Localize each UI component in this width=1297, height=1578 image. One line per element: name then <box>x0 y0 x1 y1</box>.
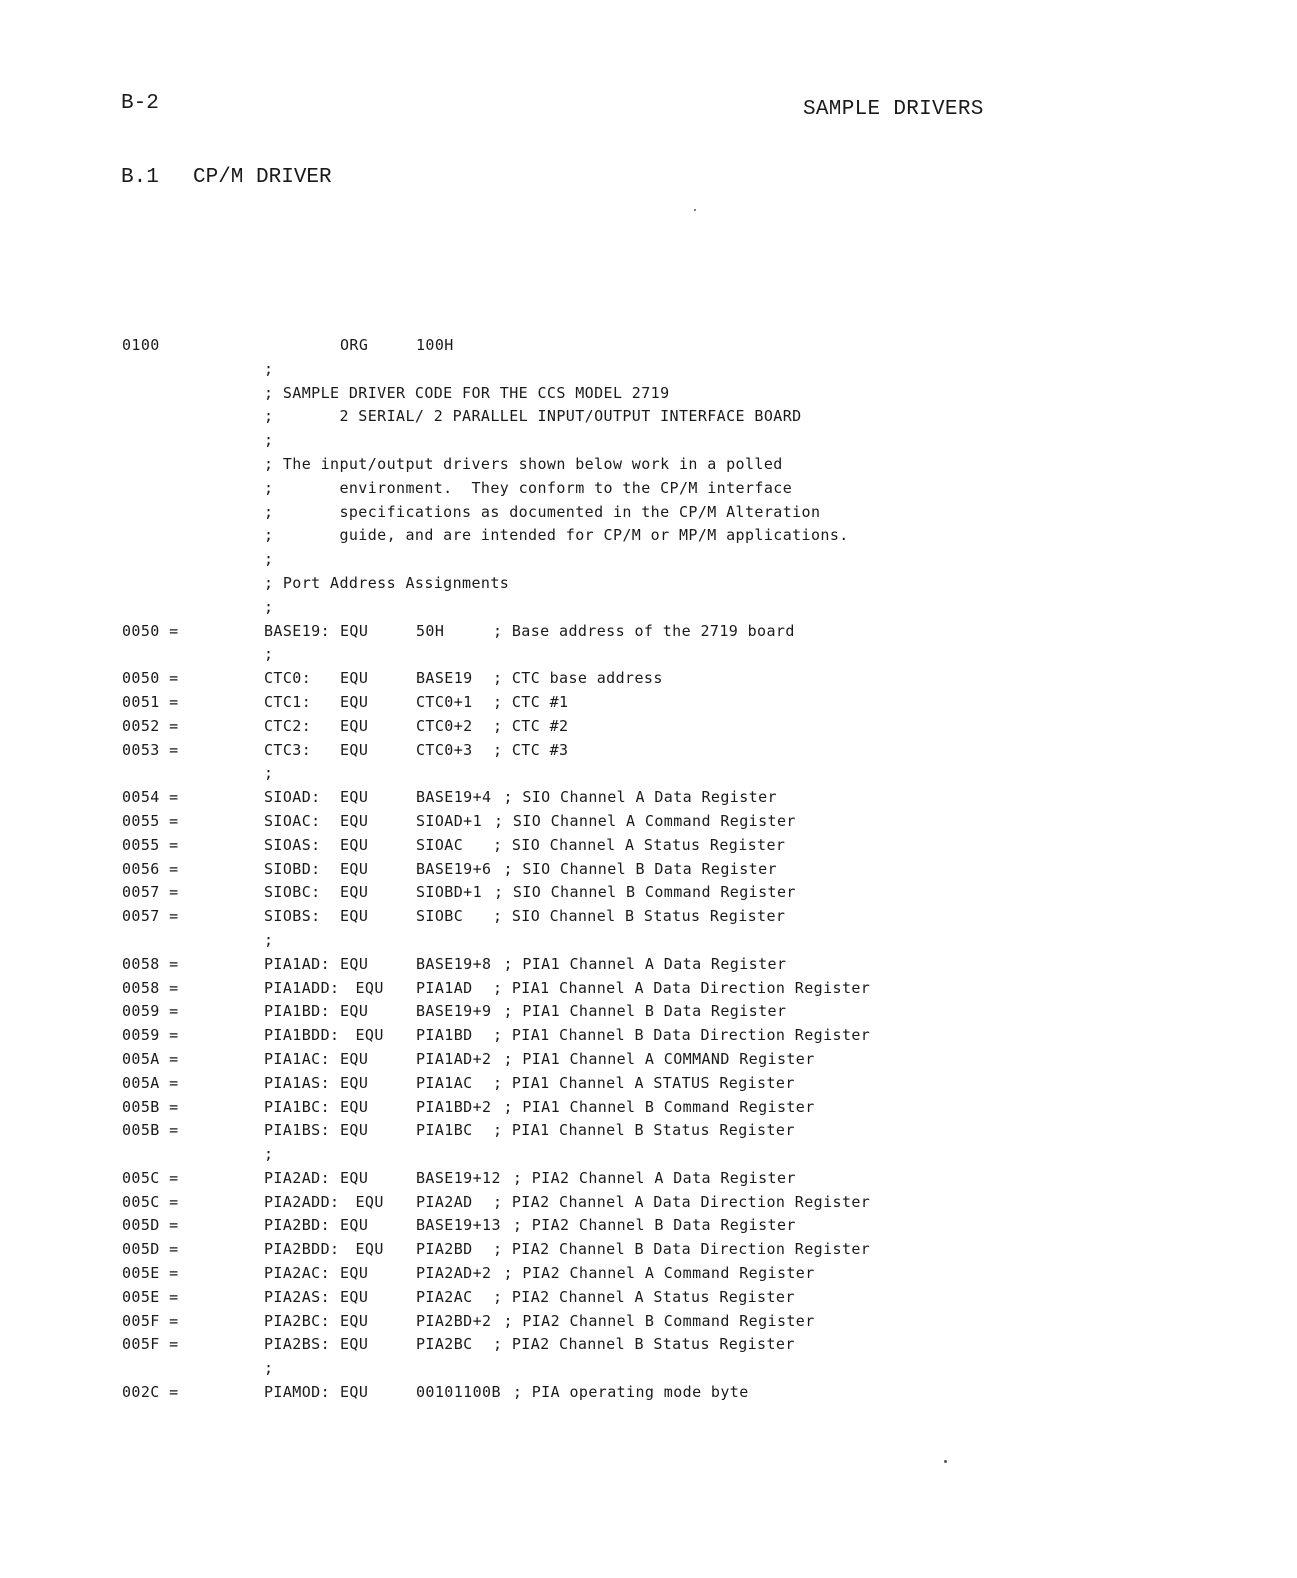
address: 005B = <box>122 1097 179 1116</box>
operand: PIA1AC <box>416 1073 473 1092</box>
section-number: B.1 <box>121 166 159 189</box>
opcode: EQU <box>340 835 369 854</box>
operand: CTC0+3 <box>416 740 473 759</box>
address: 005E = <box>122 1264 179 1283</box>
label: PIA2AD: <box>264 1168 331 1187</box>
listing-line <box>0 1214 1000 1238</box>
listing-line <box>0 334 1000 358</box>
operand: BASE19+4 <box>416 788 492 807</box>
operand: SIOBC <box>416 907 464 926</box>
operand: PIA1BC <box>416 1121 473 1140</box>
address: 0055 = <box>122 811 179 830</box>
listing-line <box>0 881 1000 905</box>
inline-comment: ; PIA operating mode byte <box>512 1383 749 1402</box>
operand: PIA1AD <box>416 978 473 997</box>
code-listing <box>0 334 1000 1405</box>
opcode: EQU <box>340 1264 369 1283</box>
inline-comment: ; PIA1 Channel A COMMAND Register <box>503 1049 815 1068</box>
address: 0059 = <box>122 1026 179 1045</box>
inline-comment: ; SIO Channel B Data Register <box>503 859 777 878</box>
label: PIA2ADD: <box>264 1192 340 1211</box>
listing-line <box>0 1000 1000 1024</box>
operand: BASE19+13 <box>416 1216 501 1235</box>
operand: PIA1BD <box>416 1026 473 1045</box>
listing-line <box>0 1333 1000 1357</box>
address: 002C = <box>122 1383 179 1402</box>
listing-line <box>0 382 1000 406</box>
label: CTC3: <box>264 740 312 759</box>
listing-line <box>0 1143 1000 1167</box>
comment-line: ; environment. They conform to the CP/M interface <box>264 478 793 497</box>
label: SIOAC: <box>264 811 321 830</box>
address: 0057 = <box>122 907 179 926</box>
running-header: SAMPLE DRIVERS <box>803 98 984 121</box>
label: PIA2BD: <box>264 1216 331 1235</box>
opcode: EQU <box>340 716 369 735</box>
listing-line <box>0 1310 1000 1334</box>
comment-line: ; <box>264 550 274 569</box>
inline-comment: ; SIO Channel A Status Register <box>493 835 786 854</box>
label: PIA1ADD: <box>264 978 340 997</box>
operand: BASE19+12 <box>416 1168 501 1187</box>
inline-comment: ; CTC #2 <box>493 716 569 735</box>
opcode: EQU <box>340 859 369 878</box>
label: PIA2BC: <box>264 1311 331 1330</box>
inline-comment: ; CTC #3 <box>493 740 569 759</box>
address: 0051 = <box>122 692 179 711</box>
label: PIA2BS: <box>264 1335 331 1354</box>
comment-line: ; <box>264 764 274 783</box>
address: 005C = <box>122 1168 179 1187</box>
listing-line <box>0 1048 1000 1072</box>
listing-line <box>0 977 1000 1001</box>
address: 005F = <box>122 1311 179 1330</box>
address: 0057 = <box>122 883 179 902</box>
comment-line: ; Port Address Assignments <box>264 573 510 592</box>
listing-line <box>0 858 1000 882</box>
inline-comment: ; PIA2 Channel A Command Register <box>503 1264 815 1283</box>
comment-line: ; <box>264 1145 274 1164</box>
listing-line <box>0 1286 1000 1310</box>
listing-line <box>0 905 1000 929</box>
listing-line <box>0 810 1000 834</box>
address: 005A = <box>122 1073 179 1092</box>
opcode: EQU <box>355 1192 384 1211</box>
address: 0050 = <box>122 621 179 640</box>
listing-line <box>0 1262 1000 1286</box>
opcode: EQU <box>340 1002 369 1021</box>
opcode: EQU <box>340 1168 369 1187</box>
listing-line <box>0 1238 1000 1262</box>
opcode: EQU <box>340 1287 369 1306</box>
opcode: EQU <box>340 1335 369 1354</box>
inline-comment: ; SIO Channel A Command Register <box>494 811 796 830</box>
listing-line <box>0 953 1000 977</box>
section-title: CP/M DRIVER <box>193 166 332 189</box>
inline-comment: ; PIA1 Channel A Data Register <box>503 954 787 973</box>
address: 0053 = <box>122 740 179 759</box>
listing-line <box>0 643 1000 667</box>
inline-comment: ; PIA1 Channel B Command Register <box>503 1097 815 1116</box>
operand: PIA2AC <box>416 1287 473 1306</box>
listing-line <box>0 477 1000 501</box>
inline-comment: ; PIA1 Channel B Data Direction Register <box>493 1026 871 1045</box>
operand: SIOAC <box>416 835 464 854</box>
operand: PIA1AD+2 <box>416 1049 492 1068</box>
comment-line: ; SAMPLE DRIVER CODE FOR THE CCS MODEL 2719 <box>264 383 670 402</box>
operand: BASE19+6 <box>416 859 492 878</box>
address: 005A = <box>122 1049 179 1068</box>
opcode: EQU <box>340 1311 369 1330</box>
label: PIA1AS: <box>264 1073 331 1092</box>
address: 0058 = <box>122 954 179 973</box>
inline-comment: ; Base address of the 2719 board <box>493 621 795 640</box>
opcode: EQU <box>340 788 369 807</box>
opcode: EQU <box>340 1073 369 1092</box>
inline-comment: ; PIA2 Channel B Data Register <box>512 1216 796 1235</box>
listing-line <box>0 501 1000 525</box>
operand: PIA2BD+2 <box>416 1311 492 1330</box>
opcode: EQU <box>340 1097 369 1116</box>
operand: PIA1BD+2 <box>416 1097 492 1116</box>
operand: CTC0+2 <box>416 716 473 735</box>
listing-line <box>0 405 1000 429</box>
comment-line: ; The input/output drivers shown below work in a polled <box>264 454 783 473</box>
opcode: EQU <box>355 1240 384 1259</box>
operand: BASE19+9 <box>416 1002 492 1021</box>
label: PIA1BDD: <box>264 1026 340 1045</box>
label: CTC1: <box>264 692 312 711</box>
operand: 00101100B <box>416 1383 501 1402</box>
address: 005E = <box>122 1287 179 1306</box>
listing-line <box>0 1381 1000 1405</box>
operand: PIA2AD+2 <box>416 1264 492 1283</box>
listing-line <box>0 834 1000 858</box>
listing-line <box>0 715 1000 739</box>
opcode: EQU <box>340 907 369 926</box>
inline-comment: ; PIA1 Channel A Data Direction Register <box>493 978 871 997</box>
listing-line <box>0 548 1000 572</box>
opcode: EQU <box>340 954 369 973</box>
address: 0100 <box>122 336 160 354</box>
opcode: EQU <box>340 1049 369 1068</box>
address: 005B = <box>122 1121 179 1140</box>
listing-line <box>0 358 1000 382</box>
inline-comment: ; PIA2 Channel B Status Register <box>493 1335 795 1354</box>
address: 0054 = <box>122 788 179 807</box>
operand: PIA2BD <box>416 1240 473 1259</box>
address: 0056 = <box>122 859 179 878</box>
listing-line <box>0 596 1000 620</box>
operand: CTC0+1 <box>416 692 473 711</box>
comment-line: ; guide, and are intended for CP/M or MP/M applications. <box>264 526 849 545</box>
inline-comment: ; PIA1 Channel A STATUS Register <box>493 1073 795 1092</box>
listing-line <box>0 572 1000 596</box>
operand: 100H <box>416 336 454 354</box>
address: 005F = <box>122 1335 179 1354</box>
comment-line: ; 2 SERIAL/ 2 PARALLEL INPUT/OUTPUT INTERFACE BOARD <box>264 407 802 426</box>
scan-speck <box>694 209 696 211</box>
label: PIA2AC: <box>264 1264 331 1283</box>
operand: PIA2AD <box>416 1192 473 1211</box>
inline-comment: ; SIO Channel A Data Register <box>503 788 777 807</box>
inline-comment: ; PIA1 Channel B Data Register <box>503 1002 787 1021</box>
label: PIA1AD: <box>264 954 331 973</box>
inline-comment: ; PIA2 Channel A Data Direction Register <box>493 1192 871 1211</box>
inline-comment: ; SIO Channel B Command Register <box>494 883 796 902</box>
operand: BASE19+8 <box>416 954 492 973</box>
scan-speck <box>944 1460 947 1463</box>
address: 005C = <box>122 1192 179 1211</box>
listing-line <box>0 1024 1000 1048</box>
inline-comment: ; CTC #1 <box>493 692 569 711</box>
listing-line <box>0 667 1000 691</box>
address: 0052 = <box>122 716 179 735</box>
comment-line: ; <box>264 431 274 450</box>
label: PIA1BS: <box>264 1121 331 1140</box>
listing-line <box>0 691 1000 715</box>
listing-line <box>0 1119 1000 1143</box>
label: PIA1BC: <box>264 1097 331 1116</box>
page-number: B-2 <box>121 92 159 115</box>
opcode: EQU <box>340 692 369 711</box>
label: BASE19: <box>264 621 331 640</box>
listing-line <box>0 453 1000 477</box>
label: PIA1BD: <box>264 1002 331 1021</box>
address: 005D = <box>122 1216 179 1235</box>
opcode: EQU <box>340 1121 369 1140</box>
operand: SIOAD+1 <box>416 811 483 830</box>
label: PIAMOD: <box>264 1383 331 1402</box>
opcode: EQU <box>340 740 369 759</box>
inline-comment: ; SIO Channel B Status Register <box>493 907 786 926</box>
opcode: ORG <box>340 336 369 354</box>
listing-line <box>0 762 1000 786</box>
inline-comment: ; PIA2 Channel A Status Register <box>493 1287 795 1306</box>
address: 005D = <box>122 1240 179 1259</box>
operand: PIA2BC <box>416 1335 473 1354</box>
inline-comment: ; PIA2 Channel B Command Register <box>503 1311 815 1330</box>
label: SIOBC: <box>264 883 321 902</box>
inline-comment: ; CTC base address <box>493 669 663 688</box>
opcode: EQU <box>340 1383 369 1402</box>
comment-line: ; <box>264 1359 274 1378</box>
address: 0055 = <box>122 835 179 854</box>
listing-line <box>0 1357 1000 1381</box>
listing-line <box>0 786 1000 810</box>
listing-line <box>0 929 1000 953</box>
inline-comment: ; PIA2 Channel B Data Direction Register <box>493 1240 871 1259</box>
comment-line: ; <box>264 930 274 949</box>
label: PIA2BDD: <box>264 1240 340 1259</box>
opcode: EQU <box>355 1026 384 1045</box>
listing-line <box>0 1191 1000 1215</box>
listing-line <box>0 1096 1000 1120</box>
label: PIA2AS: <box>264 1287 331 1306</box>
opcode: EQU <box>355 978 384 997</box>
inline-comment: ; PIA1 Channel B Status Register <box>493 1121 795 1140</box>
address: 0058 = <box>122 978 179 997</box>
opcode: EQU <box>340 621 369 640</box>
address: 0050 = <box>122 669 179 688</box>
label: SIOAS: <box>264 835 321 854</box>
comment-line: ; <box>264 645 274 664</box>
section-heading <box>121 166 332 189</box>
label: SIOBS: <box>264 907 321 926</box>
opcode: EQU <box>340 1216 369 1235</box>
address: 0059 = <box>122 1002 179 1021</box>
opcode: EQU <box>340 669 369 688</box>
listing-line <box>0 620 1000 644</box>
operand: BASE19 <box>416 669 473 688</box>
operand: SIOBD+1 <box>416 883 483 902</box>
opcode: EQU <box>340 811 369 830</box>
label: PIA1AC: <box>264 1049 331 1068</box>
label: SIOBD: <box>264 859 321 878</box>
label: CTC2: <box>264 716 312 735</box>
listing-line <box>0 1167 1000 1191</box>
operand: 50H <box>416 621 445 640</box>
listing-line <box>0 1072 1000 1096</box>
comment-line: ; <box>264 359 274 378</box>
label: CTC0: <box>264 669 312 688</box>
listing-line <box>0 429 1000 453</box>
listing-line <box>0 524 1000 548</box>
label: SIOAD: <box>264 788 321 807</box>
comment-line: ; specifications as documented in the CP/M Alteration <box>264 502 821 521</box>
opcode: EQU <box>340 883 369 902</box>
listing-line <box>0 739 1000 763</box>
comment-line: ; <box>264 597 274 616</box>
inline-comment: ; PIA2 Channel A Data Register <box>512 1168 796 1187</box>
